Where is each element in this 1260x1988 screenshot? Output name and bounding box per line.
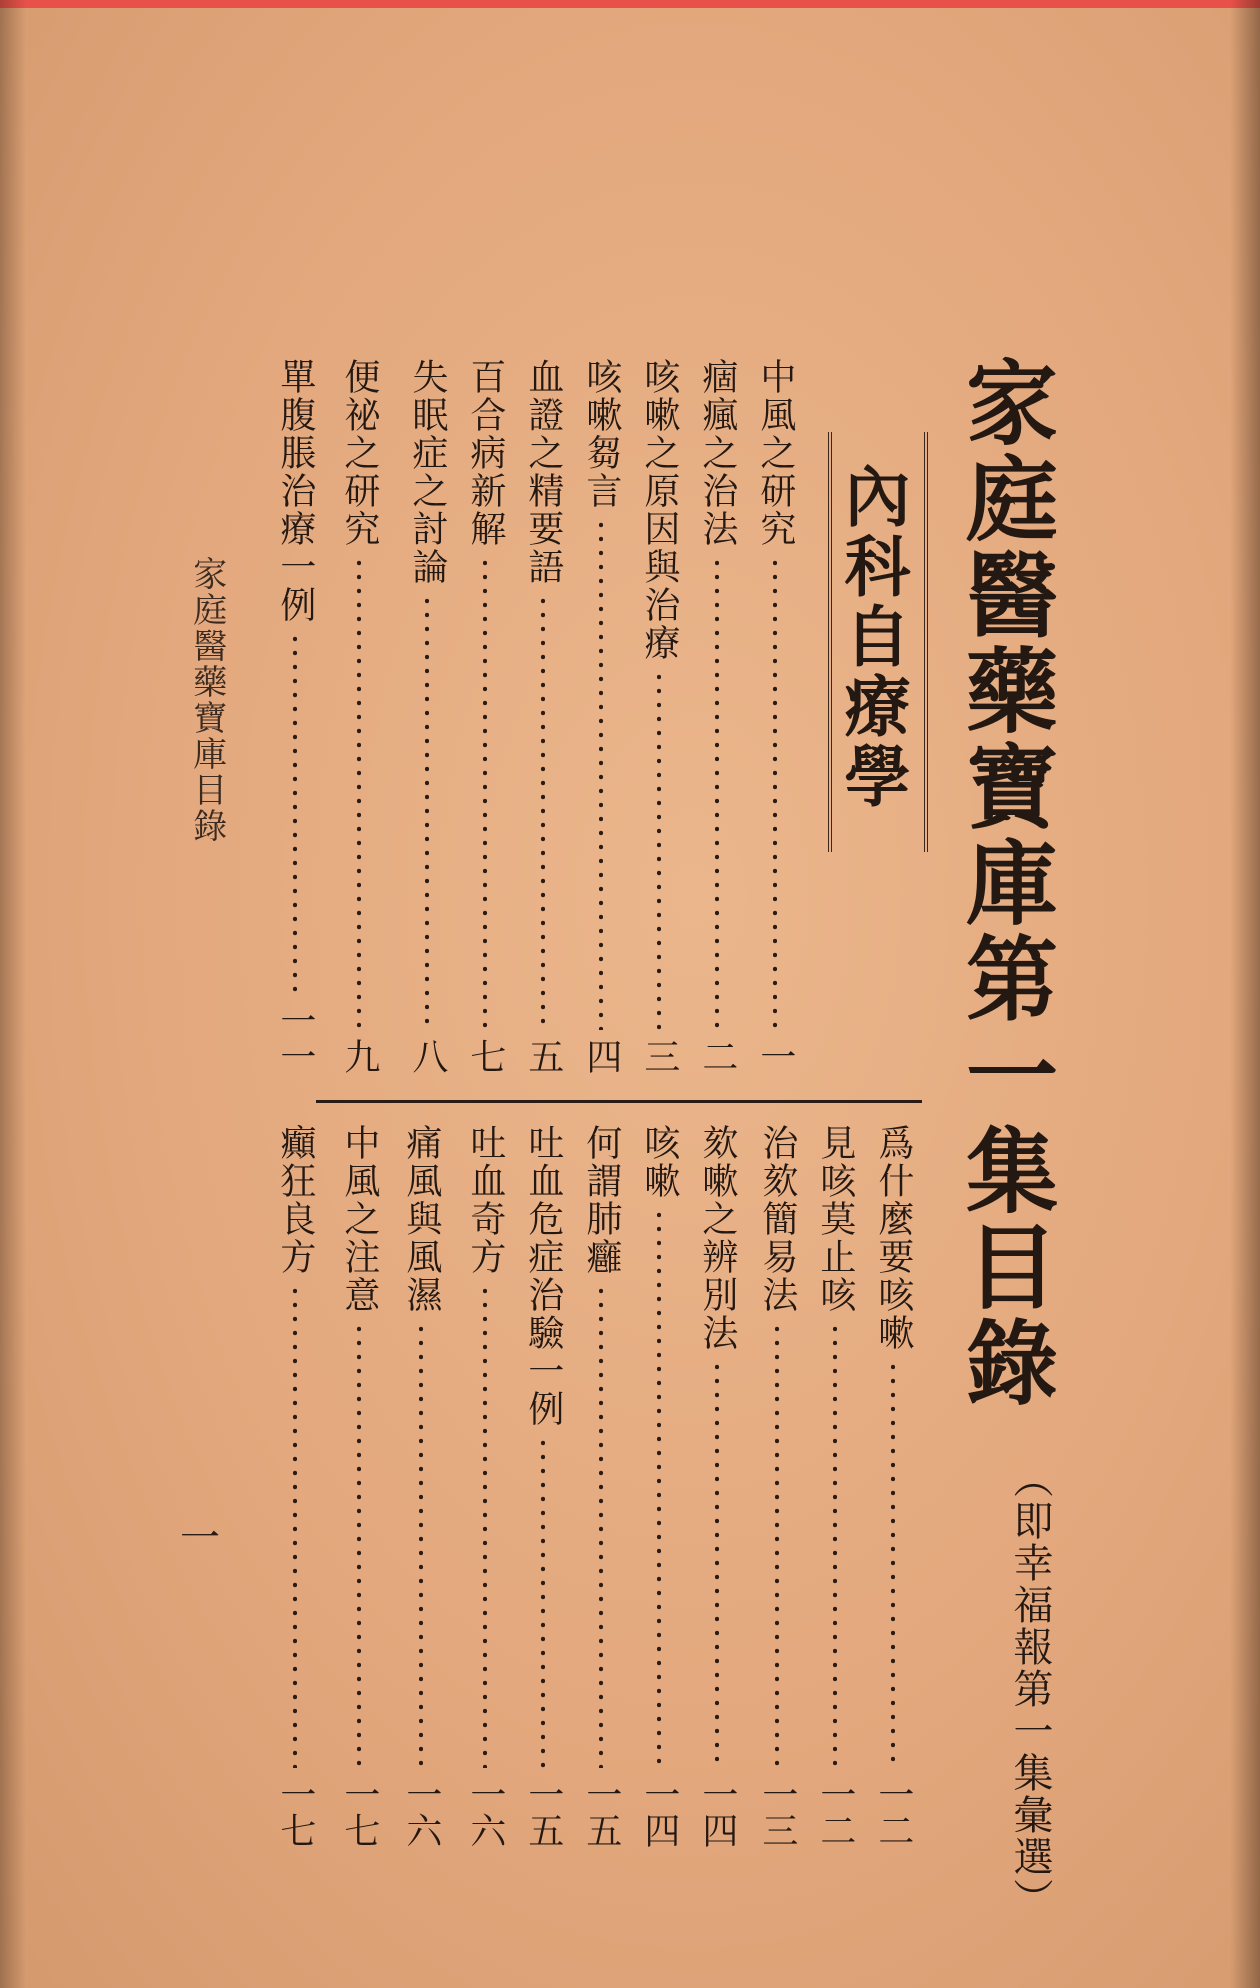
toc-entry-page: 八 bbox=[406, 1038, 448, 1074]
toc-entry-title: 單腹脹治療一例 bbox=[274, 358, 316, 624]
toc-entry-title: 何謂肺癰 bbox=[580, 1124, 622, 1276]
leader-dots bbox=[657, 670, 661, 1030]
toc-entry-title: 咳嗽芻言 bbox=[580, 358, 622, 510]
toc-entry-page: 九 bbox=[338, 1038, 380, 1074]
toc-entry-title: 吐血奇方 bbox=[464, 1124, 506, 1276]
leader-dots bbox=[891, 1360, 895, 1768]
toc-entry[interactable] bbox=[462, 1124, 508, 1848]
toc-entry-title: 痼瘋之治法 bbox=[696, 358, 738, 548]
toc-entry-page: 三 bbox=[638, 1038, 680, 1074]
toc-entry-page: 一七 bbox=[338, 1776, 380, 1848]
leader-dots bbox=[715, 1360, 719, 1768]
toc-entry[interactable] bbox=[754, 1124, 800, 1848]
toc-entry-title: 欬嗽之辨別法 bbox=[696, 1124, 738, 1352]
toc-entry-page: 四 bbox=[580, 1038, 622, 1074]
leader-dots bbox=[775, 1322, 779, 1768]
toc-entry[interactable] bbox=[694, 1124, 740, 1848]
toc-entry-title: 百合病新解 bbox=[464, 358, 506, 548]
page-title: 家庭醫藥寶庫第一集目錄 bbox=[951, 355, 1058, 1411]
toc-entry-page: 一四 bbox=[696, 1776, 738, 1848]
toc-entry[interactable] bbox=[578, 358, 624, 1074]
toc-entry[interactable] bbox=[520, 358, 566, 1074]
toc-entry-page: 一二 bbox=[814, 1776, 856, 1848]
toc-entry-page: 一四 bbox=[638, 1776, 680, 1848]
toc-entry-title: 血證之精要語 bbox=[522, 358, 564, 586]
leader-dots bbox=[541, 594, 545, 1030]
toc-entry-title: 咳嗽之原因與治療 bbox=[638, 358, 680, 662]
toc-entry[interactable] bbox=[694, 358, 740, 1074]
toc-entry[interactable] bbox=[752, 358, 798, 1074]
leader-dots bbox=[483, 556, 487, 1030]
toc-entry-page: 一五 bbox=[522, 1776, 564, 1848]
toc-entry[interactable] bbox=[812, 1124, 858, 1848]
toc-entry-title: 咳嗽 bbox=[638, 1124, 680, 1200]
leader-dots bbox=[419, 1322, 423, 1768]
toc-entry-page: 一一 bbox=[274, 1002, 316, 1074]
leader-dots bbox=[425, 594, 429, 1030]
leader-dots bbox=[657, 1208, 661, 1768]
toc-entry-title: 失眠症之討論 bbox=[406, 358, 448, 586]
toc-entry[interactable] bbox=[272, 358, 318, 1074]
toc-entry-page: 五 bbox=[522, 1038, 564, 1074]
toc-entry-page: 一五 bbox=[580, 1776, 622, 1848]
toc-entry-page: 一二 bbox=[872, 1776, 914, 1848]
page-subtitle: （即幸福報第一集彙選） bbox=[1007, 1458, 1053, 1920]
toc-entry-page: 一 bbox=[754, 1038, 796, 1074]
toc-entry[interactable] bbox=[520, 1124, 566, 1848]
toc-entry[interactable] bbox=[636, 1124, 682, 1848]
toc-entry[interactable] bbox=[336, 358, 382, 1074]
leader-dots bbox=[541, 1436, 545, 1768]
leader-dots bbox=[773, 556, 777, 1030]
leader-dots bbox=[715, 556, 719, 1030]
toc-entry-title: 治欬簡易法 bbox=[756, 1124, 798, 1314]
page-top-edge bbox=[0, 0, 1260, 8]
binding-shadow bbox=[0, 0, 26, 1988]
toc-entry[interactable] bbox=[578, 1124, 624, 1848]
toc-entry-page: 一三 bbox=[756, 1776, 798, 1848]
toc-entry-page: 一六 bbox=[464, 1776, 506, 1848]
toc-entry-page: 一七 bbox=[274, 1776, 316, 1848]
toc-entry-title: 吐血危症治驗一例 bbox=[522, 1124, 564, 1428]
toc-entry[interactable] bbox=[404, 358, 450, 1074]
toc-entry-title: 中風之注意 bbox=[338, 1124, 380, 1314]
page-edge-shadow bbox=[1230, 0, 1260, 1988]
running-head: 家庭醫藥寶庫目錄 bbox=[186, 556, 227, 844]
toc-entry[interactable] bbox=[336, 1124, 382, 1848]
toc-entry[interactable] bbox=[462, 358, 508, 1074]
toc-entry-page: 一六 bbox=[400, 1776, 442, 1848]
toc-entry-title: 中風之研究 bbox=[754, 358, 796, 548]
leader-dots bbox=[357, 556, 361, 1030]
leader-dots bbox=[599, 518, 603, 1030]
toc-entry-title: 癲狂良方 bbox=[274, 1124, 316, 1276]
toc-entry-title: 便祕之研究 bbox=[338, 358, 380, 548]
section-divider bbox=[316, 1100, 922, 1103]
leader-dots bbox=[293, 632, 297, 994]
toc-entry[interactable] bbox=[636, 358, 682, 1074]
leader-dots bbox=[599, 1284, 603, 1768]
toc-entry-title: 見咳莫止咳 bbox=[814, 1124, 856, 1314]
toc-entry-title: 爲什麼要咳嗽 bbox=[872, 1124, 914, 1352]
leader-dots bbox=[483, 1284, 487, 1768]
toc-entry[interactable] bbox=[870, 1124, 916, 1848]
leader-dots bbox=[833, 1322, 837, 1768]
leader-dots bbox=[357, 1322, 361, 1768]
toc-entry-page: 二 bbox=[696, 1038, 738, 1074]
page-number: 一 bbox=[180, 1515, 220, 1561]
section-title: 內科自療學 bbox=[833, 462, 910, 812]
toc-entry[interactable] bbox=[272, 1124, 318, 1848]
toc-entry[interactable] bbox=[398, 1124, 444, 1848]
toc-entry-title: 痛風與風濕 bbox=[400, 1124, 442, 1314]
toc-entry-page: 七 bbox=[464, 1038, 506, 1074]
leader-dots bbox=[293, 1284, 297, 1768]
